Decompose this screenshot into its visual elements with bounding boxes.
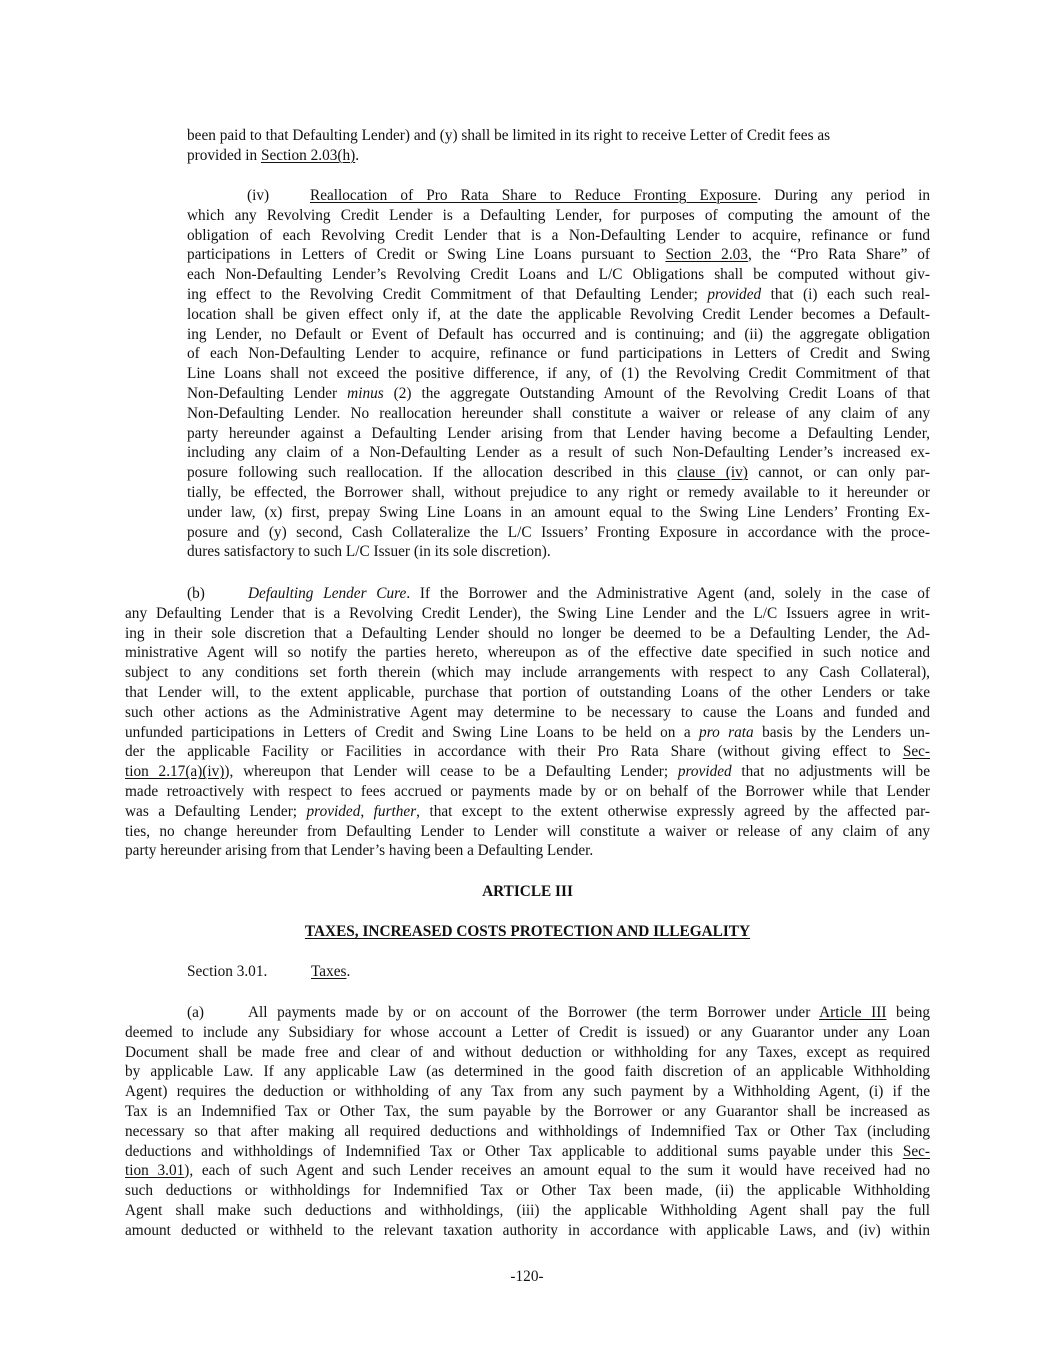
clause-a-line-5: Agent) requires the deduction or withholding of any Tax from any such payment by a Withholding Agent, (i) if the — [125, 1083, 930, 1101]
clause-a-line-11: Agent shall make such deductions and withholdings, (iii) the applicable Withholding Agent shall pay the full — [125, 1201, 930, 1219]
clause-iv-number: (iv) — [247, 187, 270, 204]
page-number: -120- — [510, 1268, 544, 1285]
clause-b-paragraph — [125, 584, 930, 861]
intro-paragraph — [187, 126, 911, 166]
clause-iv-link[interactable]: clause (iv) — [677, 464, 748, 482]
clause-iv-line-13: party hereunder against a Defaulting Lender arising from that Lender having become a Defaulting Lender, — [187, 424, 930, 442]
clause-b-line-4: ministrative Agent will so notify the parties hereto, whereupon as of the effective date specified in such notice and — [125, 644, 930, 662]
clause-iv-line-2: which any Revolving Credit Lender is a Defaulting Lender, for purposes of computing the amount of the — [187, 206, 930, 224]
section-3-01-link-part1[interactable]: Sec- — [902, 1142, 930, 1160]
clause-a-line-2: deemed to include any Subsidiary for whose account a Letter of Credit is issued) or any Guarantor under any Loan — [125, 1023, 930, 1041]
article-subtitle: TAXES, INCREASED COSTS PROTECTION AND ILLEGALITY — [304, 923, 751, 940]
section-heading: Section 3.01. Taxes. — [187, 963, 351, 980]
clause-a-line-8: deductions and withholdings of Indemnified Tax or Other Tax applicable to additional sums payable under this Sec- — [125, 1142, 930, 1160]
clause-b-line-13: ties, no change hereunder from Defaulting Lender to Lender will constitute a waiver or release of any claim of any — [125, 822, 930, 840]
clause-iv-line-3: obligation of each Revolving Credit Lender that is a Non-Defaulting Lender to acquire, refinance or fund — [187, 226, 930, 244]
clause-iv-line-14: including any claim of a Non-Defaulting Lender as a result of such Non-Defaulting Lender’s increased ex- — [187, 444, 930, 462]
clause-a-line-3: Document shall be made free and clear of and without deduction or withholding for any Taxes, except as required — [125, 1043, 930, 1061]
clause-b-line-5: subject to any conditions set forth therein (which may include arrangements with respect to any Cash Collateral), — [125, 664, 930, 682]
clause-iv-line-1: (iv) Reallocation of Pro Rata Share to Reduce Fronting Exposure. During any period in — [247, 187, 930, 204]
clause-iv-line-5: each Non-Defaulting Lender’s Revolving Credit Loans and L/C Obligations shall be computed without giv- — [187, 266, 930, 284]
clause-b-line-1: (b) Defaulting Lender Cure. If the Borrower and the Administrative Agent (and, solely in the case of — [187, 585, 930, 602]
intro-line-2: provided in Section 2.03(h). — [187, 146, 360, 164]
section-2-17-link-part1[interactable]: Sec- — [902, 743, 930, 761]
clause-b-line-10: tion 2.17(a)(iv)), whereupon that Lender will cease to be a Defaulting Lender; provided that no adjustments will be — [125, 763, 930, 781]
section-2-03h-link[interactable]: Section 2.03(h) — [260, 146, 356, 164]
clause-iv-line-9: of each Non-Defaulting Lender to acquire, refinance or fund participations in Letters of Credit and Swing — [187, 345, 930, 363]
clause-iv-line-10: Line Loans shall not exceed the positive difference, if any, of (1) the Revolving Credit Commitment of that — [187, 365, 930, 383]
clause-iv-line-17: under law, (x) first, prepay Swing Line Loans in an amount equal to the Swing Line Lenders’ Fronting Ex- — [187, 503, 930, 521]
clause-a-line-1: (a) All payments made by or on account of the Borrower (the term Borrower under Article III being — [187, 1004, 931, 1021]
clause-iv-line-19: dures satisfactory to such L/C Issuer (in its sole discretion). — [187, 543, 551, 561]
section-3-01-link-part2[interactable]: tion 3.01 — [125, 1162, 185, 1180]
clause-a-paragraph — [125, 1003, 930, 1241]
article-iii-link[interactable]: Article III — [819, 1004, 887, 1021]
clause-iv-line-8: ing Lender, no Default or Event of Default has occurred and is continuing; and (ii) the aggregate obligation — [187, 325, 930, 343]
clause-iv-line-15: posure following such reallocation. If the allocation described in this clause (iv) cannot, or can only par- — [187, 464, 930, 482]
clause-b-line-12: was a Defaulting Lender; provided, further, that except to the extent otherwise expressly agreed by the affected par- — [125, 802, 930, 820]
section-number: Section 3.01. — [187, 963, 268, 980]
clause-b-line-11: made retroactively with respect to fees accrued or payments made by or on behalf of the Borrower while that Lender — [125, 782, 930, 800]
clause-b-line-2: any Defaulting Lender that is a Revolving Credit Lender), the Swing Line Lender and the L/C Issuers agree in writ- — [125, 604, 930, 622]
clause-a-line-10: such deductions or withholdings for Indemnified Tax or Other Tax been made, (ii) the applicable Withholding — [125, 1182, 930, 1200]
clause-iv-line-4: participations in Letters of Credit or Swing Line Loans pursuant to Section 2.03, the “Pro Rata Share” of — [187, 246, 930, 264]
clause-a-line-7: necessary so that after making all required deductions and withholdings of Indemnified Tax or Other Tax (including — [125, 1122, 930, 1140]
clause-a-line-6: Tax is an Indemnified Tax or Other Tax, the sum payable by the Borrower or any Guarantor shall be increased as — [125, 1102, 930, 1120]
clause-b-line-8: unfunded participations in Letters of Credit and Swing Line Loans to be held on a pro rata basis by the Lenders un- — [125, 723, 930, 741]
clause-b-line-9: der the applicable Facility or Facilities in accordance with their Pro Rata Share (without giving effect to Sec- — [125, 743, 930, 761]
clause-iv-heading: Reallocation of Pro Rata Share to Reduce Fronting Exposure — [310, 187, 758, 204]
clause-b-line-3: ing in their sole discretion that a Defaulting Lender should no longer be deemed to be a Defaulting Lender, the Ad- — [125, 624, 930, 642]
clause-b-line-7: such other actions as the Administrative Agent may determine to be necessary to cause the Loans and funded and — [125, 703, 930, 721]
clause-b-line-6: that Lender will, to the extent applicable, purchase that portion of outstanding Loans of the other Lenders or take — [125, 683, 930, 701]
section-2-17-link-part2[interactable]: tion 2.17(a)(iv) — [125, 763, 225, 781]
clause-iv-line-12: Non-Defaulting Lender. No reallocation hereunder shall constitute a waiver or release of any claim of any — [187, 404, 930, 422]
clause-iv-paragraph — [187, 186, 930, 562]
clause-iv-line-11: Non-Defaulting Lender minus (2) the aggregate Outstanding Amount of the Revolving Credit Loans of that — [187, 384, 930, 402]
clause-iv-line-6: ing effect to the Revolving Credit Commitment of that Defaulting Lender; provided that (i) each such real- — [187, 285, 930, 303]
section-2-03-link[interactable]: Section 2.03 — [665, 246, 748, 264]
section-title: Taxes — [311, 963, 347, 980]
clause-a-number: (a) — [187, 1004, 204, 1021]
clause-b-heading: Defaulting Lender Cure — [248, 585, 407, 602]
clause-iv-line-18: posure and (y) second, Cash Collateralize the L/C Issuers’ Fronting Exposure in accordance with the proce- — [187, 523, 930, 541]
clause-iv-line-16: tially, be effected, the Borrower shall, without prejudice to any right or remedy available to it hereunder or — [187, 483, 930, 501]
intro-line-1: been paid to that Defaulting Lender) and (y) shall be limited in its right to receive Letter of Credit fees as — [187, 127, 831, 144]
article-title: ARTICLE III — [482, 883, 573, 900]
clause-a-line-4: by applicable Law. If any applicable Law (as determined in the good faith discretion of an applicable Withholding — [125, 1063, 930, 1081]
clause-a-line-9: tion 3.01), each of such Agent and such Lender receives an amount equal to the sum it would have received had no — [125, 1162, 930, 1180]
clause-b-line-14: party hereunder arising from that Lender’s having been a Defaulting Lender. — [125, 842, 594, 860]
clause-b-number: (b) — [187, 585, 205, 602]
clause-iv-line-7: location shall be given effect only if, at the date the applicable Revolving Credit Lender becomes a Default- — [187, 305, 930, 323]
clause-a-line-12: amount deducted or withheld to the relevant taxation authority in accordance with applicable Laws, and (iv) within — [125, 1221, 930, 1239]
